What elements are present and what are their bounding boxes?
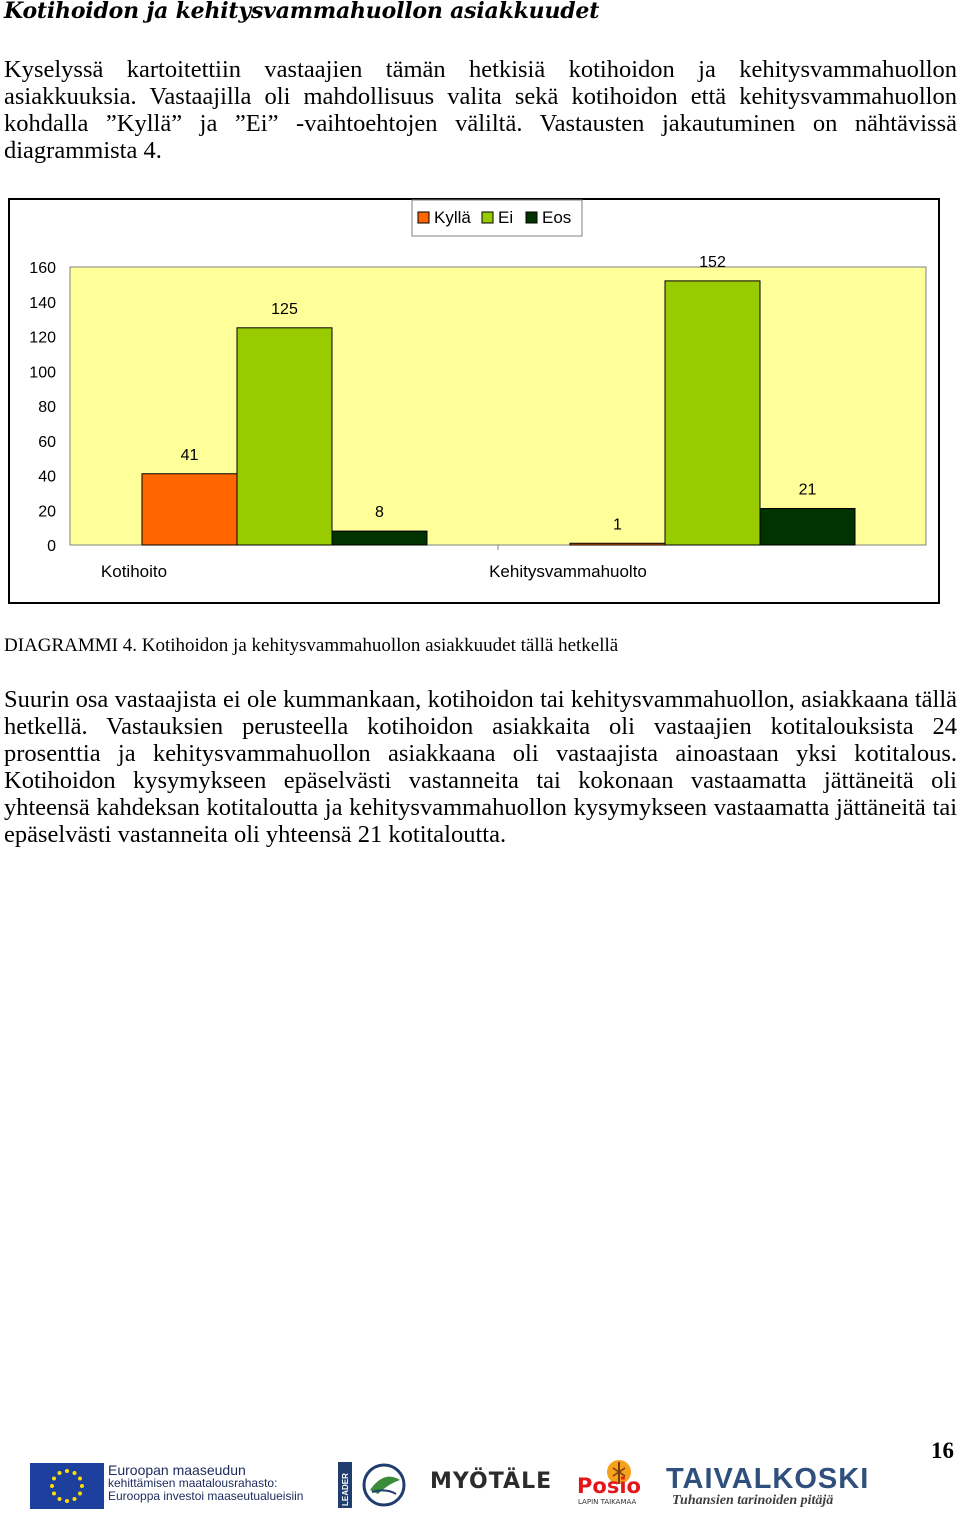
data-label-1-1: 152 [699, 253, 726, 271]
eu-star-icon [73, 1471, 77, 1475]
eu-line-1: Euroopan maaseudun [108, 1462, 246, 1478]
y-tick-label-100: 100 [29, 364, 56, 382]
eu-star-icon [65, 1469, 69, 1473]
eu-star-icon [58, 1497, 62, 1501]
data-label-1-0: 125 [271, 300, 298, 318]
taivalkoski-slogan: Tuhansien tarinoiden pitäjä [672, 1493, 834, 1508]
y-tick-label-0: 0 [47, 538, 56, 555]
y-tick-label-80: 80 [38, 399, 56, 416]
eu-line-2: kehittämisen maatalousrahasto: [108, 1476, 278, 1490]
eu-flag-icon [30, 1463, 104, 1509]
body-paragraph: Suurin osa vastaajista ei ole kummankaan, kotihoidon tai kehitysvammahuollon, asiakkaana tällä hetkellä. Vastauksien perusteella kotihoidon asiakkaita oli vastaajien kotitalouksista 24 prosenttia ja kehitysvammahuollon asiakkaana oli vastaajista ainoastaan yksi kotitalous. Kotihoidon kysymykseen epäselvästi vastanneita tai kokonaan vastaamatta jättäneitä oli yhteensä kahdeksan kotitaloutta ja kehitysvammahuollon kysymykseen vastaamatta jättäneitä tai epäselvästi vastanneita oli yhteensä 21 kotitaloutta. [4, 686, 957, 848]
legend-swatch-2 [526, 212, 537, 223]
eu-star-icon [78, 1492, 82, 1496]
taivalkoski-logo [662, 1463, 930, 1509]
category-label-0: Kotihoito [100, 562, 168, 581]
bar-kyll-0 [142, 474, 237, 545]
section-heading: Kotihoidon ja kehitysvammahuollon asiakkuudet [4, 0, 600, 24]
eu-fund-text [108, 1464, 338, 1503]
y-tick-label-160: 160 [29, 260, 56, 277]
leader-logo [338, 1462, 416, 1508]
y-tick-label-140: 140 [29, 294, 56, 312]
chart-caption: DIAGRAMMI 4. Kotihoidon ja kehitysvammahuollon asiakkuudet tällä hetkellä [4, 635, 619, 656]
legend-swatch-0 [418, 212, 429, 223]
eu-star-icon [50, 1484, 54, 1488]
page-number: 16 [931, 1438, 954, 1463]
eu-line-3: Eurooppa investoi maaseutualueisiin [108, 1489, 304, 1503]
bar-ei-0 [237, 328, 332, 545]
myotale-logo: MYÖTÄLE [430, 1469, 553, 1494]
eu-star-icon [52, 1477, 56, 1481]
eu-star-icon [58, 1471, 62, 1475]
bar-chart [8, 198, 940, 604]
footer-logos [0, 1455, 960, 1513]
intro-paragraph: Kyselyssä kartoitettiin vastaajien tämän hetkisiä kotihoidon ja kehitysvammahuollon asiakkuuksia. Vastaajilla oli mahdollisuus valita sekä kotihoidon että kehitysvammahuollon kohdalla ”Kyllä” ja ”Ei” -vaihtoehtojen väliltä. Vastausten jakautuminen on nähtävissä diagrammista 4. [4, 56, 957, 164]
bar-eos-1 [760, 509, 855, 545]
legend-label-1: Ei [498, 208, 514, 227]
data-label-0-0: 41 [180, 446, 199, 464]
eu-star-icon [78, 1477, 82, 1481]
bar-kyll-1 [570, 543, 665, 545]
legend-label-0: Kyllä [434, 208, 471, 227]
eu-star-icon [65, 1499, 69, 1503]
leader-logo-text: LEADER [341, 1473, 350, 1506]
y-tick-label-40: 40 [38, 468, 56, 486]
taivalkoski-word: TAIVALKOSKI [666, 1463, 870, 1495]
eu-star-icon [52, 1492, 56, 1496]
bar-eos-0 [332, 531, 427, 545]
posio-subtitle: LAPIN TAIKAMAA [578, 1498, 637, 1506]
eu-star-icon [73, 1497, 77, 1501]
legend-label-2: Eos [542, 208, 572, 227]
eu-star-icon [80, 1484, 84, 1488]
posio-logo [575, 1458, 650, 1510]
data-label-0-1: 1 [613, 516, 622, 534]
category-label-1: Kehitysvammahuolto [489, 562, 647, 581]
y-tick-label-120: 120 [29, 329, 56, 347]
legend-swatch-1 [482, 212, 493, 223]
y-tick-label-20: 20 [38, 503, 56, 521]
bar-ei-1 [665, 281, 760, 545]
y-tick-label-60: 60 [38, 433, 56, 451]
posio-word: Posio [577, 1474, 641, 1498]
data-label-2-0: 8 [375, 504, 384, 522]
data-label-2-1: 21 [798, 481, 817, 499]
